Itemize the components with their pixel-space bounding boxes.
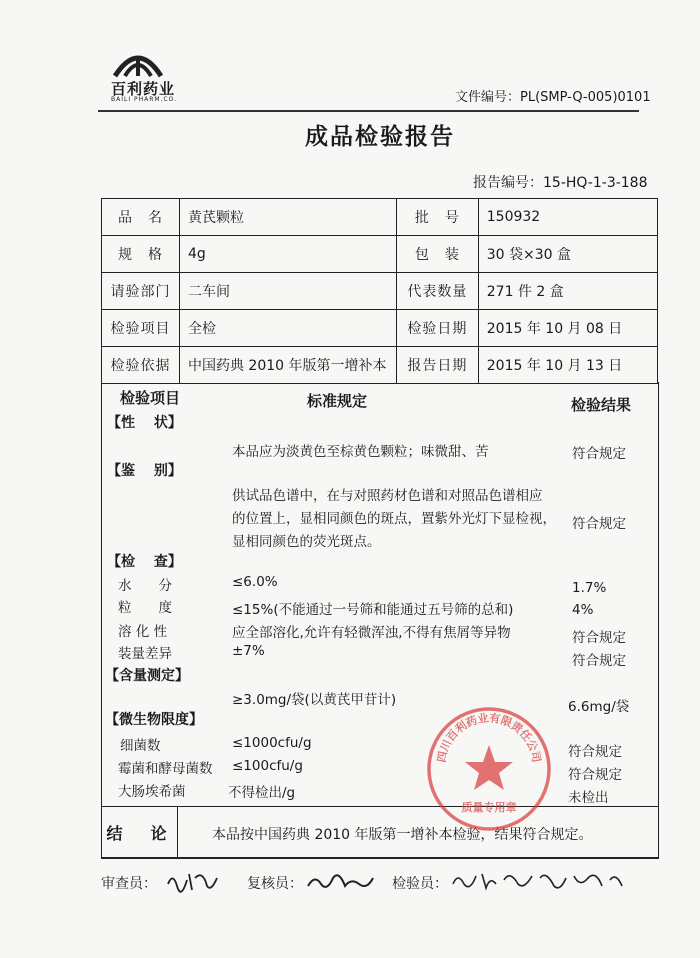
identification-standard-line1: 供试品色谱中，在与对照药材色谱和对照品色谱相应 (232, 488, 543, 504)
section-character: 【性 状】 (107, 415, 182, 431)
character-result: 符合规定 (572, 446, 626, 462)
mold-yeast-label: 霉菌和酵母菌数 (118, 761, 213, 777)
fill-variance-label: 装量差异 (118, 646, 172, 662)
reviewer-label: 审查员： (101, 876, 157, 892)
moisture-label: 水 分 (118, 578, 172, 594)
inspection-date-label: 检验日期 (396, 310, 478, 347)
solubility-result: 符合规定 (572, 630, 626, 646)
inspection-items-label: 检验项目 (102, 310, 180, 347)
mold-yeast-result: 符合规定 (568, 767, 622, 783)
results-header-standard: 标准规定 (307, 392, 368, 410)
inspector-label: 检验员： (392, 876, 448, 892)
ecoli-standard: 不得检出/g (228, 785, 296, 801)
granularity-label: 粒 度 (118, 600, 172, 616)
fill-variance-standard: ±7% (232, 643, 265, 659)
section-assay: 【含量测定】 (105, 668, 189, 684)
report-title: 成品检验报告 (305, 124, 455, 150)
mold-yeast-standard: ≤100cfu/g (232, 758, 303, 774)
granularity-standard: ≤15%(不能通过一号筛和能通过五号筛的总和) (232, 602, 514, 618)
ecoli-result: 未检出 (568, 790, 609, 806)
inspection-items-value: 全检 (179, 310, 396, 347)
section-check: 【检 查】 (107, 554, 182, 570)
character-standard: 本品应为淡黄色至棕黄色颗粒；味微甜、苦 (232, 444, 489, 460)
results-header-result: 检验结果 (571, 396, 632, 414)
product-name-label: 品 名 (102, 199, 180, 236)
spec-label: 规 格 (102, 236, 180, 273)
report-date-label: 报告日期 (396, 347, 478, 384)
company-logo-icon (111, 46, 165, 78)
table-row (102, 199, 658, 236)
reviewer-signature (165, 868, 225, 894)
solubility-standard: 应全部溶化,允许有轻微浑浊,不得有焦屑等异物 (232, 625, 511, 641)
company-name-en: BAILI PHARM.CO. (111, 96, 178, 103)
spec-value: 4g (179, 236, 396, 273)
moisture-standard: ≤6.0% (232, 574, 278, 590)
product-name-value: 黄芪颗粒 (179, 199, 396, 236)
quality-stamp-icon (425, 705, 553, 833)
results-section (101, 382, 659, 807)
packaging-label: 包 装 (396, 236, 478, 273)
batch-number-label: 批 号 (396, 199, 478, 236)
results-header-item: 检验项目 (120, 389, 181, 407)
report-number: 报告编号：15-HQ-1-3-188 (473, 175, 648, 191)
granularity-result: 4% (572, 602, 594, 618)
quantity-label: 代表数量 (396, 273, 478, 310)
inspection-basis-label: 检验依据 (102, 347, 180, 384)
header-divider (98, 110, 639, 112)
conclusion-text: 本品按中国药典 2010 年版第一增补本检验，结果符合规定。 (212, 827, 593, 843)
bacteria-standard: ≤1000cfu/g (232, 735, 312, 751)
fill-variance-result: 符合规定 (572, 653, 626, 669)
requesting-dept-value: 二车间 (179, 273, 396, 310)
identification-standard-line3: 显相同颜色的荧光斑点。 (232, 534, 381, 550)
assay-result: 6.6mg/袋 (568, 699, 630, 715)
table-row (102, 347, 658, 384)
identification-result: 符合规定 (572, 516, 626, 532)
company-name-cn: 百利药业 (111, 80, 176, 98)
moisture-result: 1.7% (572, 580, 607, 596)
assay-standard: ≥3.0mg/袋(以黄芪甲苷计) (232, 692, 397, 708)
ecoli-label: 大肠埃希菌 (118, 784, 186, 800)
identification-standard-line2: 的位置上，显相同颜色的斑点，置紫外光灯下显检视， (232, 511, 556, 527)
stamp-center-text: 质量专用章 (461, 801, 517, 814)
section-identification: 【鉴 别】 (107, 463, 182, 479)
product-info-table (101, 198, 658, 384)
conclusion-divider (177, 807, 178, 857)
stamp-ring-text: 四川百利药业有限责任公司 (434, 711, 544, 764)
quantity-value: 271 件 2 盒 (478, 273, 657, 310)
packaging-value: 30 袋×30 盒 (478, 236, 657, 273)
inspection-basis-value: 中国药典 2010 年版第一增补本 (179, 347, 396, 384)
table-row (102, 273, 658, 310)
table-row (102, 310, 658, 347)
document-number: 文件编号：PL(SMP-Q-005)0101 (455, 90, 651, 105)
inspection-date-value: 2015 年 10 月 08 日 (478, 310, 657, 347)
bacteria-result: 符合规定 (568, 744, 622, 760)
inspector-signature (450, 866, 630, 894)
batch-number-value: 150932 (478, 199, 657, 236)
conclusion-label: 结 论 (106, 824, 173, 843)
bacteria-label: 细菌数 (120, 738, 161, 754)
report-date-value: 2015 年 10 月 13 日 (478, 347, 657, 384)
solubility-label: 溶 化 性 (118, 624, 168, 640)
section-microbial: 【微生物限度】 (105, 712, 203, 728)
table-row (102, 236, 658, 273)
requesting-dept-label: 请验部门 (102, 273, 180, 310)
checker-label: 复核员： (247, 876, 303, 892)
checker-signature (305, 868, 385, 894)
conclusion-box (101, 806, 659, 859)
